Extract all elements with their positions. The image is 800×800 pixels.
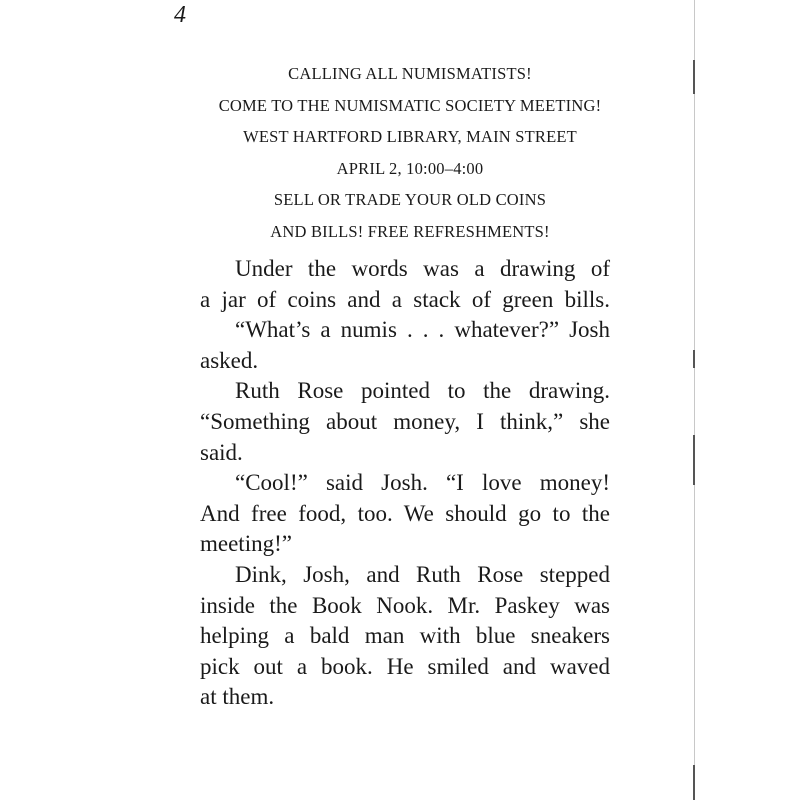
meeting-notice xyxy=(180,58,640,248)
text-line: “Cool!” said Josh. “I love money! xyxy=(235,470,610,496)
notice-line: CALLING ALL NUMISMATISTS! xyxy=(288,64,532,83)
notice-line: WEST HARTFORD LIBRARY, MAIN STREET xyxy=(243,127,577,147)
text-line: Dink, Josh, and Ruth Rose stepped xyxy=(235,561,610,587)
page-edge-mark xyxy=(693,765,695,800)
notice-line: COME TO THE NUMISMATIC SOCIETY MEETING! xyxy=(218,95,602,115)
notice-line: SELL OR TRADE YOUR OLD COINS xyxy=(273,190,547,210)
page-number: 4 xyxy=(174,2,186,28)
text-line: said. xyxy=(200,439,243,465)
text-line: Ruth Rose pointed to the drawing. xyxy=(235,378,610,404)
text-line: meeting!” xyxy=(200,531,292,557)
page-edge xyxy=(694,0,695,800)
text-line: at them. xyxy=(200,684,275,710)
text-line: inside the Book Nook. Mr. Paskey was xyxy=(200,592,610,618)
notice-line: AND BILLS! FREE REFRESHMENTS! xyxy=(270,221,550,241)
text-line: And free food, too. We should go to the xyxy=(200,500,610,526)
text-line: helping a bald man with blue sneakers xyxy=(200,623,610,649)
text-line: “What’s a numis . . . whatever?” Josh xyxy=(235,317,610,343)
page-edge-mark xyxy=(693,60,695,94)
text-line: “Something about money, I think,” she xyxy=(200,408,610,434)
page-edge-mark xyxy=(693,350,695,368)
text-line: asked. xyxy=(200,347,259,373)
text-line: pick out a book. He smiled and waved xyxy=(200,653,610,679)
page-edge-mark xyxy=(693,435,695,485)
text-line: a jar of coins and a stack of green bills. xyxy=(200,286,610,312)
notice-line: APRIL 2, 10:00–4:00 xyxy=(336,158,484,178)
text-line: Under the words was a drawing of xyxy=(235,256,610,281)
page-margin xyxy=(695,0,800,800)
body-text xyxy=(200,254,610,713)
